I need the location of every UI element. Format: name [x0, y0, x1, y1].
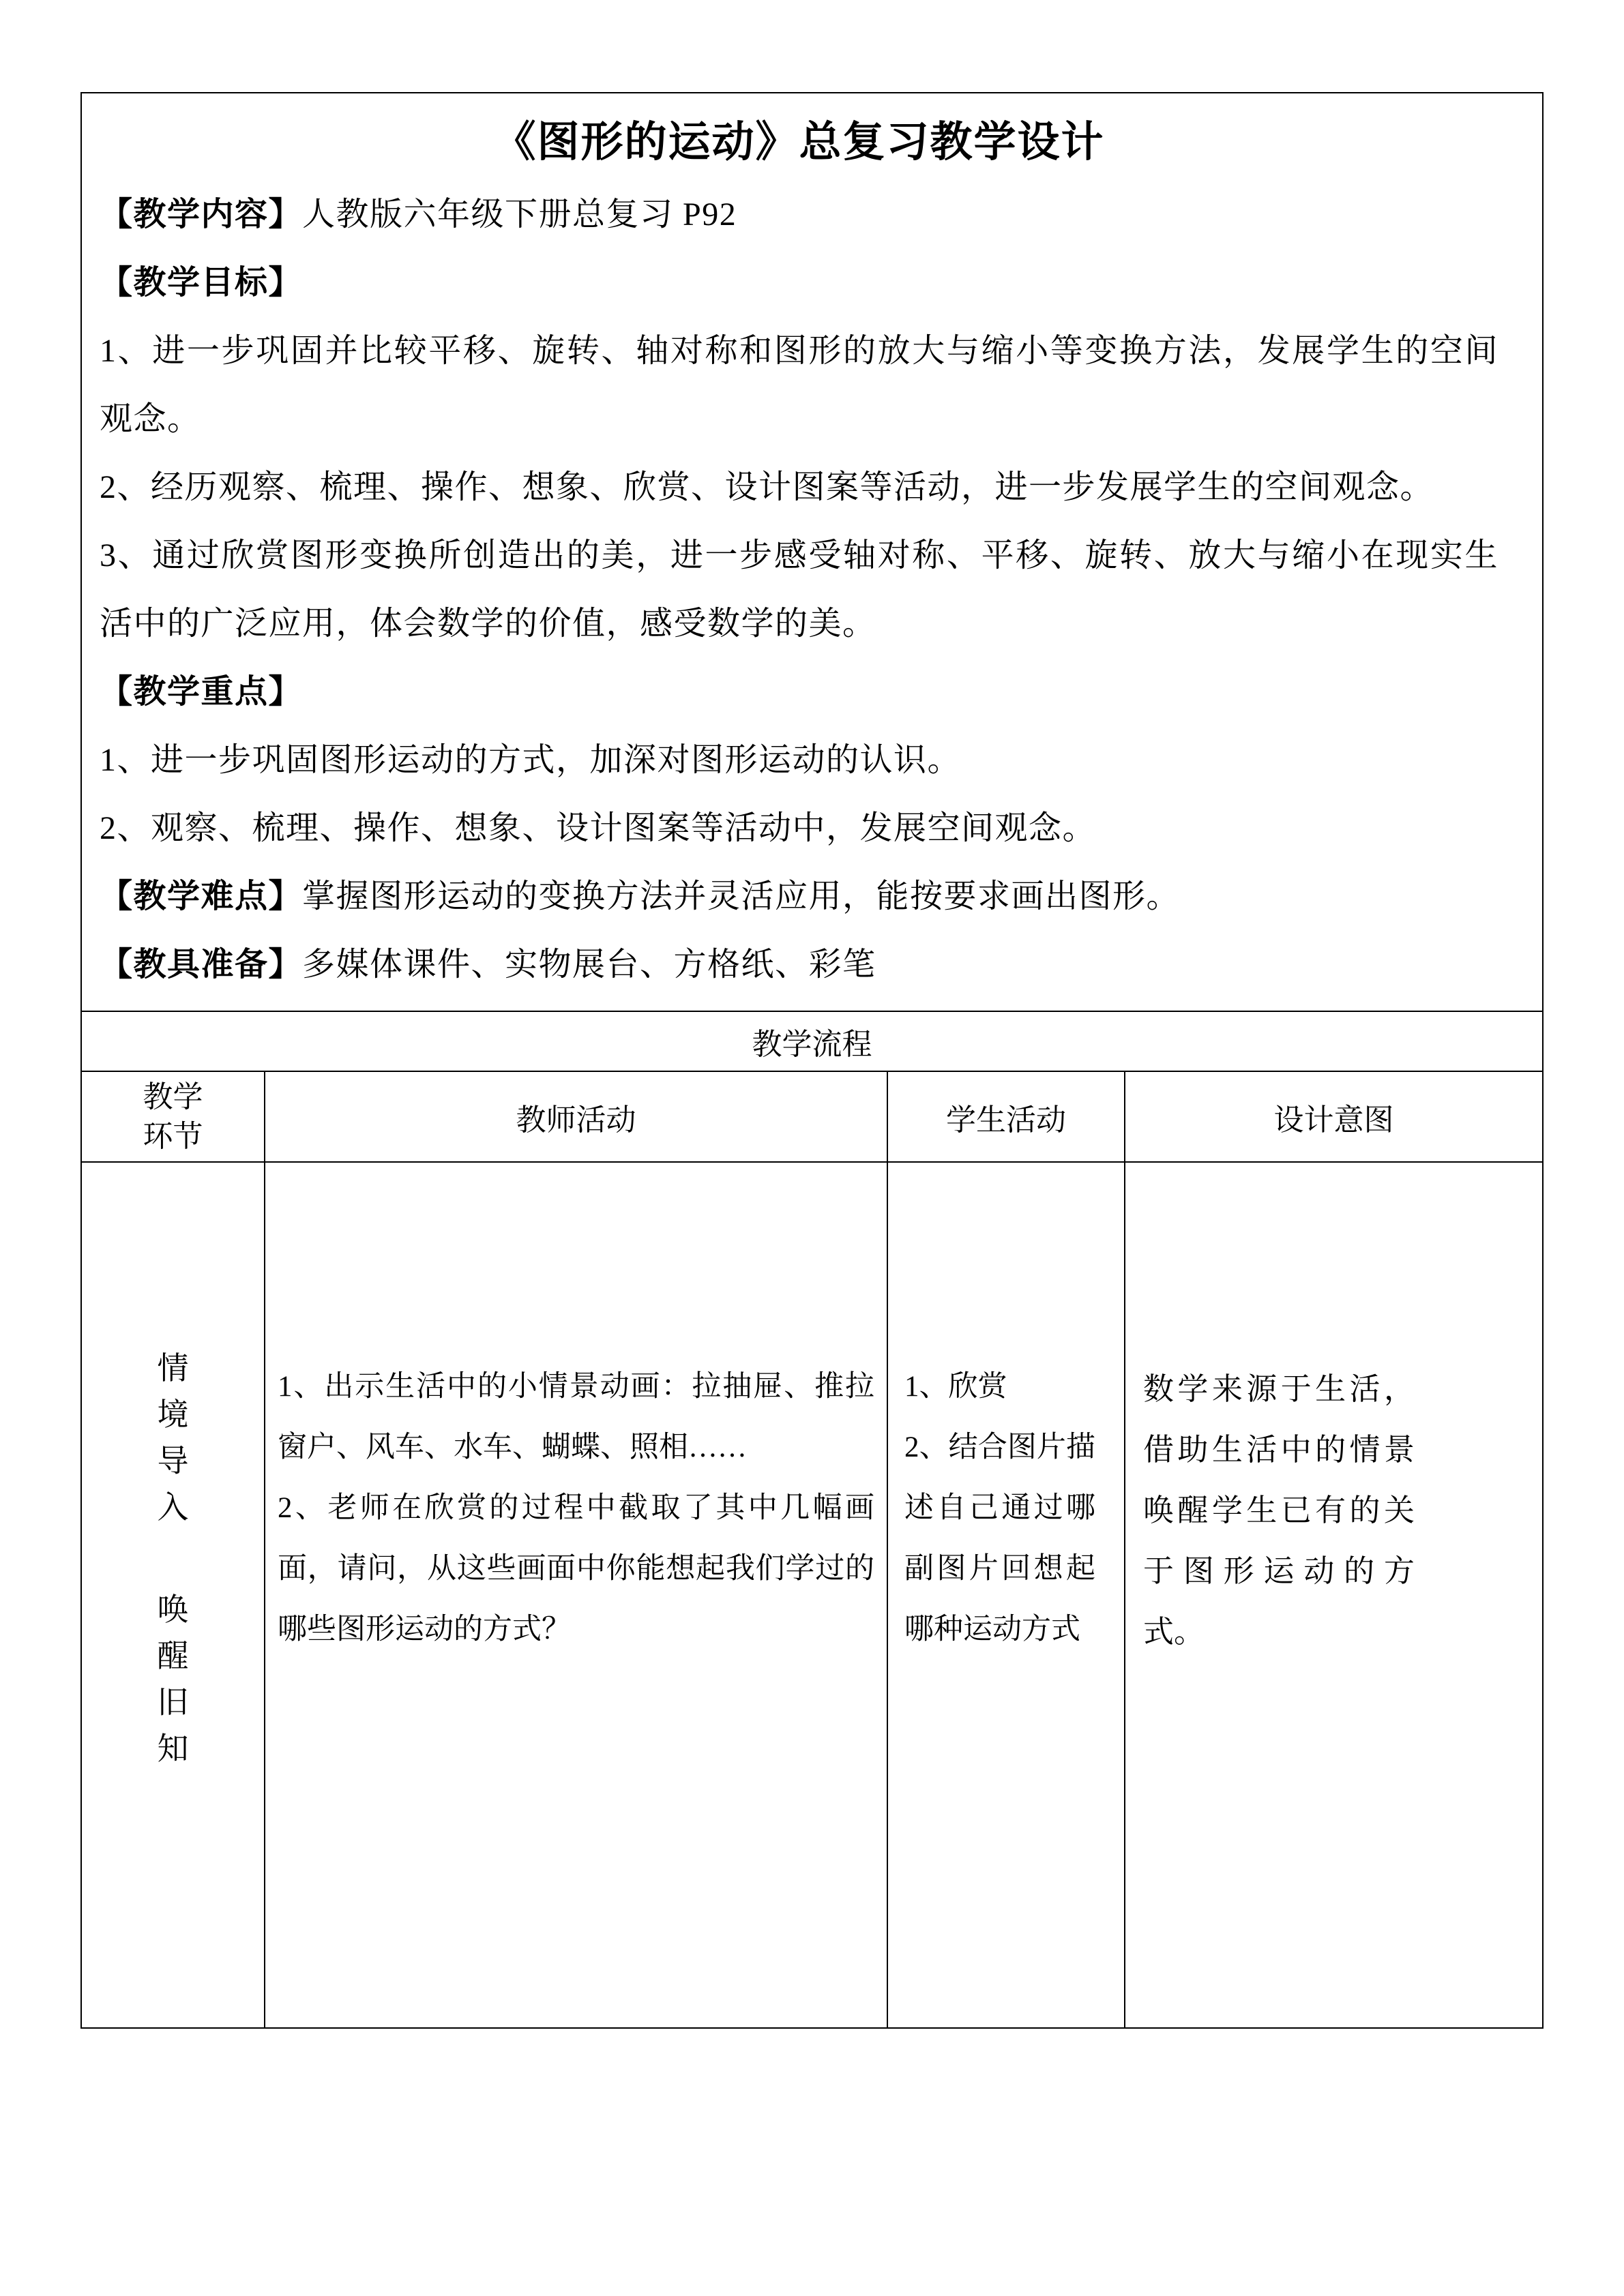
- flow-table-header-row: [82, 1072, 1542, 1163]
- stage-text-top: 情境导入: [157, 1351, 189, 1525]
- teaching-difficulty-text: 掌握图形运动的变换方法并灵活应用，能按要求画出图形。: [302, 878, 1181, 914]
- teaching-goal-2: 2、经历观察、梳理、操作、想象、欣赏、设计图案等活动，进一步发展学生的空间观念。: [100, 469, 1434, 505]
- teaching-content-line: [100, 181, 1498, 249]
- student-activity-2: 2、结合图片描述自己通过哪副图片回想起哪种运动方式: [904, 1431, 1095, 1645]
- teaching-key-1: 1、进一步巩固图形运动的方式，加深对图形运动的认识。: [100, 742, 962, 778]
- design-intent-cell: [1124, 1163, 1542, 2027]
- teacher-activity-2: 2、老师在欣赏的过程中截取了其中几幅画面，请问，从这些画面中你能想起我们学过的哪些图形运动的方式？: [278, 1492, 874, 1645]
- teaching-content-text: 人教版六年级下册总复习 P92: [302, 196, 737, 233]
- teaching-design-document: [80, 92, 1544, 2029]
- teaching-difficulty-label: 【教学难点】: [100, 878, 303, 914]
- teaching-content-label: 【教学内容】: [100, 196, 303, 233]
- stage-text-bottom: 唤醒旧知: [157, 1592, 189, 1766]
- student-activity-1: 1、欣赏: [904, 1371, 1007, 1403]
- teaching-goals-heading: [100, 249, 1498, 317]
- teaching-key-heading: [100, 658, 1498, 726]
- column-header-stage: [82, 1072, 264, 1161]
- column-header-stage-label: 教学环节: [143, 1079, 203, 1153]
- flow-table-title: 教学流程: [82, 1012, 1542, 1072]
- document-header-section: [82, 93, 1542, 1012]
- column-header-intent: 设计意图: [1124, 1072, 1542, 1161]
- teaching-goal-3: 3、通过欣赏图形变换所创造出的美，进一步感受轴对称、平移、旋转、放大与缩小在现实生活中的广泛应用，体会数学的价值，感受数学的美。: [100, 537, 1498, 642]
- column-header-teacher: 教师活动: [264, 1072, 887, 1161]
- stage-cell: [82, 1163, 264, 2027]
- teaching-difficulty-line: [100, 863, 1498, 931]
- student-activity-cell: [887, 1163, 1124, 2027]
- teaching-key-2: 2、观察、梳理、操作、想象、设计图案等活动中，发展空间观念。: [100, 810, 1097, 846]
- teacher-activity-1: 1、出示生活中的小情景动画：拉抽屉、推拉窗户、风车、水车、蝴蝶、照相……: [278, 1371, 874, 1463]
- document-title: 《图形的运动》总复习教学设计: [493, 119, 1105, 166]
- teaching-tools-line: [100, 931, 1498, 999]
- teaching-goal-1: 1、进一步巩固并比较平移、旋转、轴对称和图形的放大与缩小等变换方法，发展学生的空间观念。: [100, 333, 1498, 437]
- teaching-tools-label: 【教具准备】: [100, 946, 303, 983]
- column-header-student: 学生活动: [887, 1072, 1124, 1161]
- teacher-activity-cell: [264, 1163, 887, 2027]
- teaching-tools-text: 多媒体课件、实物展台、方格纸、彩笔: [302, 946, 876, 983]
- design-intent-text: 数学来源于生活，借助生活中的情景唤醒学生已有的关于图形运动的方式。: [1143, 1372, 1415, 1649]
- flow-table-row: [82, 1163, 1542, 2027]
- teaching-key-label: 【教学重点】: [100, 674, 303, 710]
- teaching-goals-label: 【教学目标】: [100, 265, 303, 301]
